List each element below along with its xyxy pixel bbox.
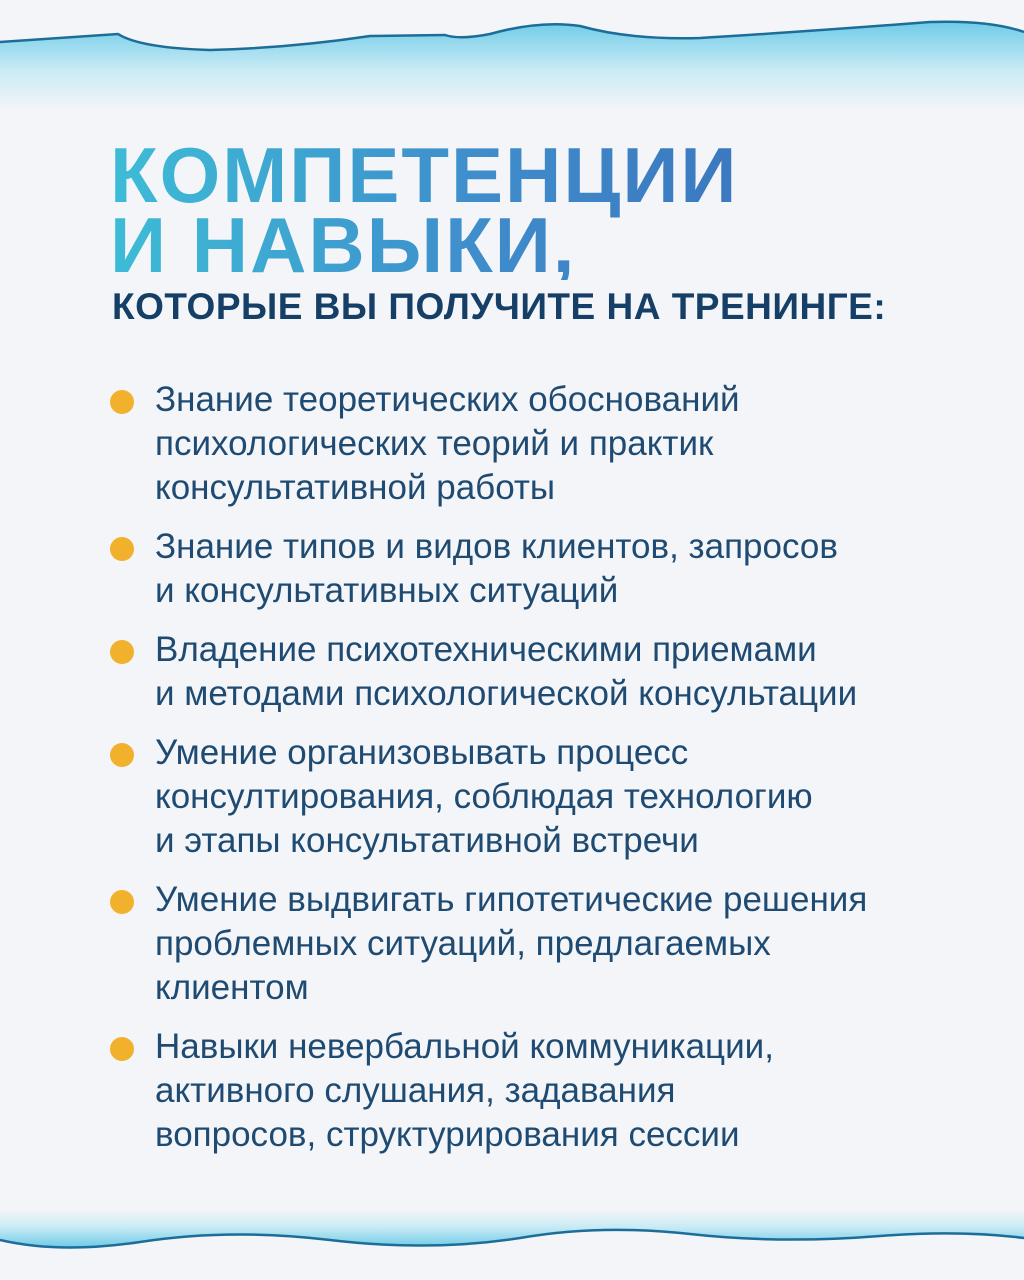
page-subtitle: КОТОРЫЕ ВЫ ПОЛУЧИТЕ НА ТРЕНИНГЕ:: [112, 286, 887, 327]
item-text-line: и методами психологической консультации: [155, 674, 858, 713]
item-text-line: и консультативных ситуаций: [155, 571, 619, 610]
list-item: [110, 628, 1010, 716]
top-wave-decoration: [0, 0, 1024, 110]
item-text-line: Знание теоретических обоснований: [155, 380, 740, 419]
bullet-dot-icon: [110, 537, 134, 561]
list-item: [110, 1025, 1010, 1157]
list-item: [110, 378, 1010, 510]
item-text-line: психологических теорий и практик: [155, 424, 714, 463]
item-text-line: проблемных ситуаций, предлагаемых: [155, 924, 771, 963]
item-text-line: Навыки невербальной коммуникации,: [155, 1027, 774, 1066]
skills-list: [110, 378, 1010, 1172]
list-item: [110, 731, 1010, 863]
title-line-1: КОМПЕТЕНЦИИ: [110, 131, 739, 219]
item-text-line: и этапы консультативной встречи: [155, 821, 699, 860]
item-text-line: вопросов, структурирования сессии: [155, 1115, 740, 1154]
bullet-dot-icon: [110, 1037, 134, 1061]
list-item: [110, 525, 1010, 613]
item-text-line: консультативной работы: [155, 468, 556, 507]
item-text-line: клиентом: [155, 968, 309, 1007]
bottom-wave-decoration: [0, 1210, 1024, 1280]
bullet-dot-icon: [110, 890, 134, 914]
item-text-line: Владение психотехническими приемами: [155, 630, 817, 669]
bullet-dot-icon: [110, 743, 134, 767]
item-text-line: Умение организовывать процесс: [155, 733, 689, 772]
item-text-line: активного слушания, задавания: [155, 1071, 676, 1110]
item-text-line: консултирования, соблюдая технологию: [155, 777, 813, 816]
page-title: [110, 131, 739, 289]
bullet-dot-icon: [110, 640, 134, 664]
title-line-2: И НАВЫКИ,: [110, 201, 577, 289]
item-text-line: Умение выдвигать гипотетические решения: [155, 880, 868, 919]
list-item: [110, 878, 1010, 1010]
item-text-line: Знание типов и видов клиентов, запросов: [155, 527, 838, 566]
bullet-dot-icon: [110, 390, 134, 414]
